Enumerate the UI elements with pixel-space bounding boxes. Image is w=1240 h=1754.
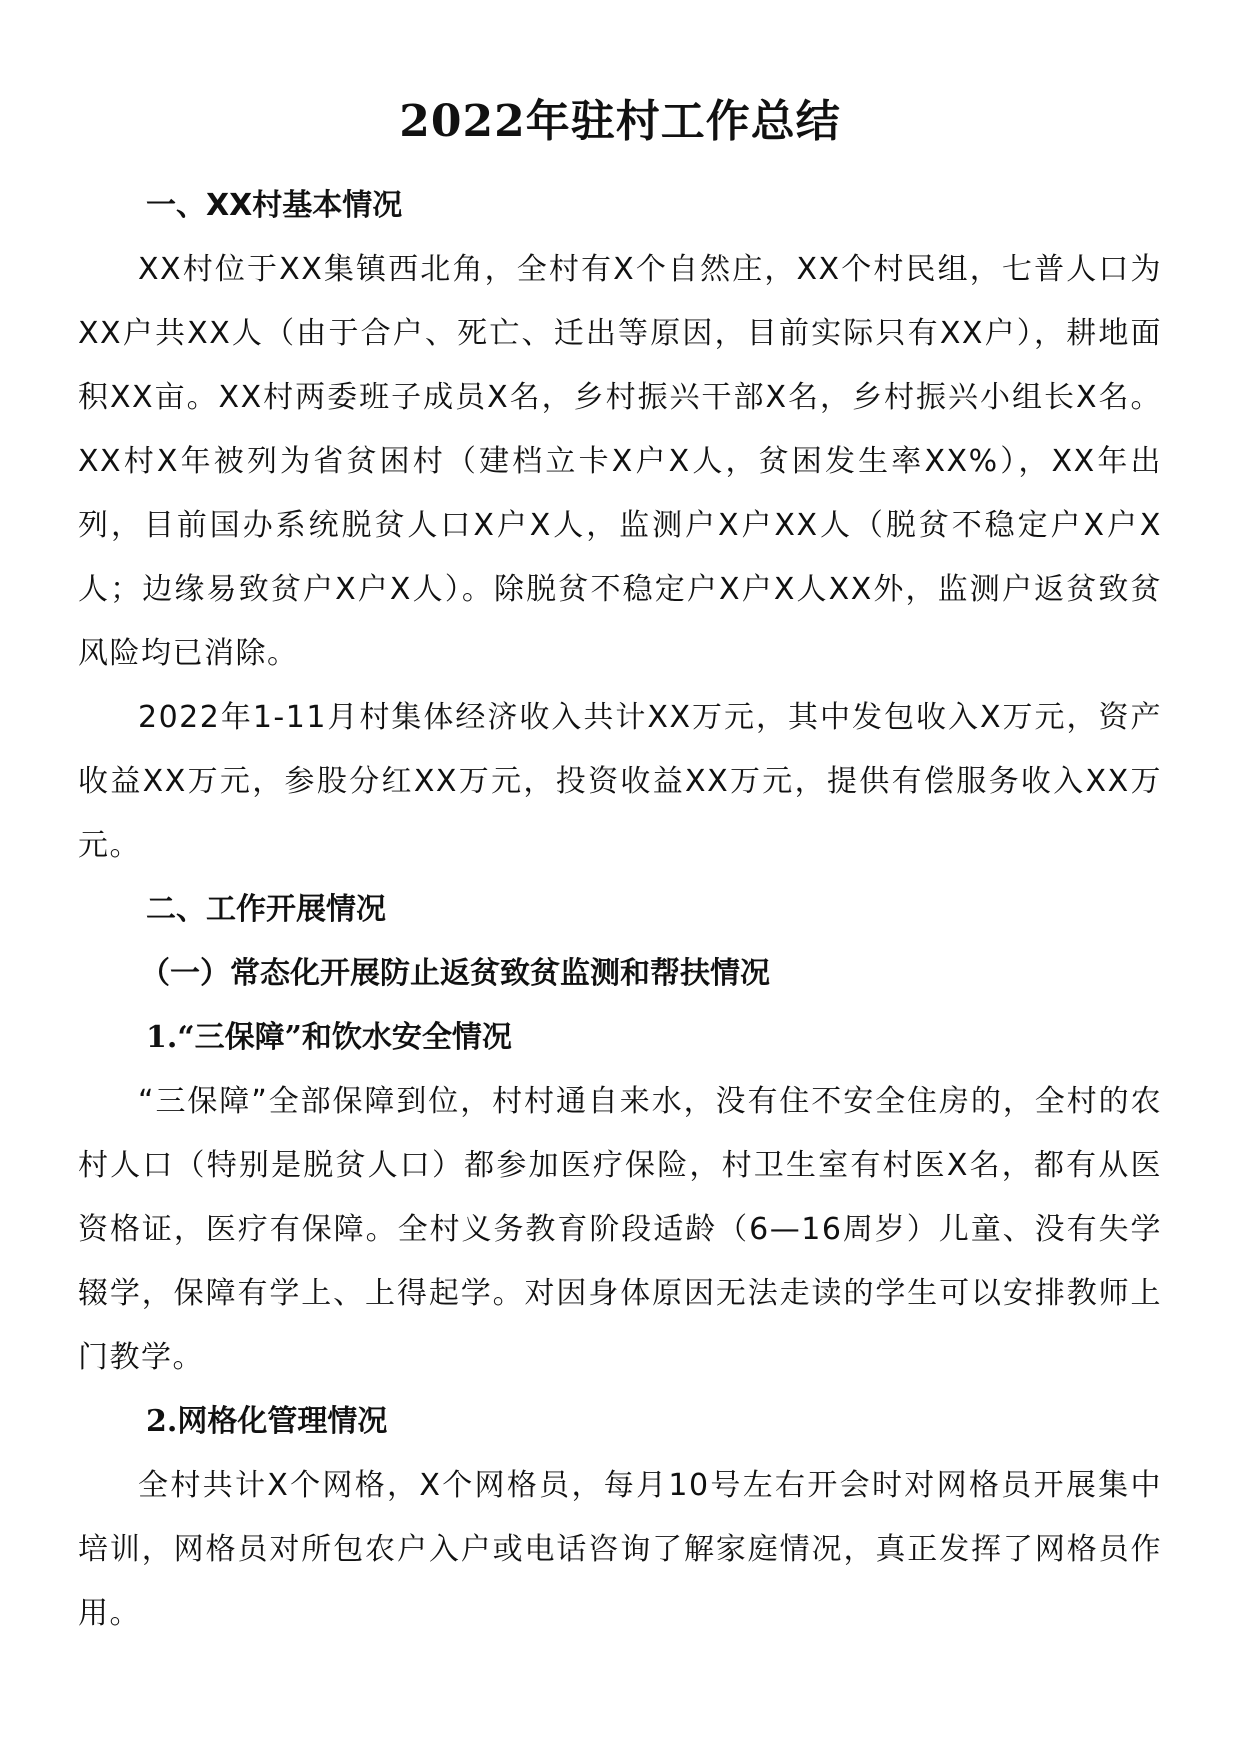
item-heading-three-guarantees: 1.“三保障”和饮水安全情况 xyxy=(146,1020,512,1055)
paragraph-grid-management: 全村共计X个网格，X个网格员，每月10号左右开会时对网格员开展集中培训，网格员对所包农户入户或电话咨询了解家庭情况，真正发挥了网格员作用。 xyxy=(78,1468,1162,1631)
paragraph-collective-income: 2022年1-11月村集体经济收入共计XX万元，其中发包收入X万元，资产收益XX万元，参股分红XX万元，投资收益XX万元，提供有偿服务收入XX万元。 xyxy=(78,700,1162,863)
document-title: 2022年驻村工作总结 xyxy=(399,96,841,147)
paragraph-three-guarantees: “三保障”全部保障到位，村村通自来水，没有住不安全住房的，全村的农村人口（特别是脱贫人口）都参加医疗保险，村卫生室有村医X名，都有从医资格证，医疗有保障。全村义务教育阶段适龄（6—16周岁）儿童、没有失学辍学，保障有学上、上得起学。对因身体原因无法走读的学生可以安排教师上门教学。 xyxy=(78,1084,1162,1375)
paragraph-village-overview: XX村位于XX集镇西北角，全村有X个自然庄，XX个村民组，七普人口为XX户共XX人（由于合户、死亡、迁出等原因，目前实际只有XX户），耕地面积XX亩。XX村两委班子成员X名，乡村振兴干部X名，乡村振兴小组长X名。XX村X年被列为省贫困村（建档立卡X户X人，贫困发生率XX%），XX年出列，目前国办系统脱贫人口X户X人，监测户X户XX人（脱贫不稳定户X户X人；边缘易致贫户X户X人）。除脱贫不稳定户X户X人XX外，监测户返贫致贫风险均已消除。 xyxy=(78,252,1162,671)
section-heading-work-progress: 二、工作开展情况 xyxy=(146,892,386,927)
subsection-heading-monitoring: （一）常态化开展防止返贫致贫监测和帮扶情况 xyxy=(140,956,770,991)
item-heading-grid-management: 2.网格化管理情况 xyxy=(146,1404,388,1439)
section-heading-village-overview: 一、XX村基本情况 xyxy=(146,188,403,223)
